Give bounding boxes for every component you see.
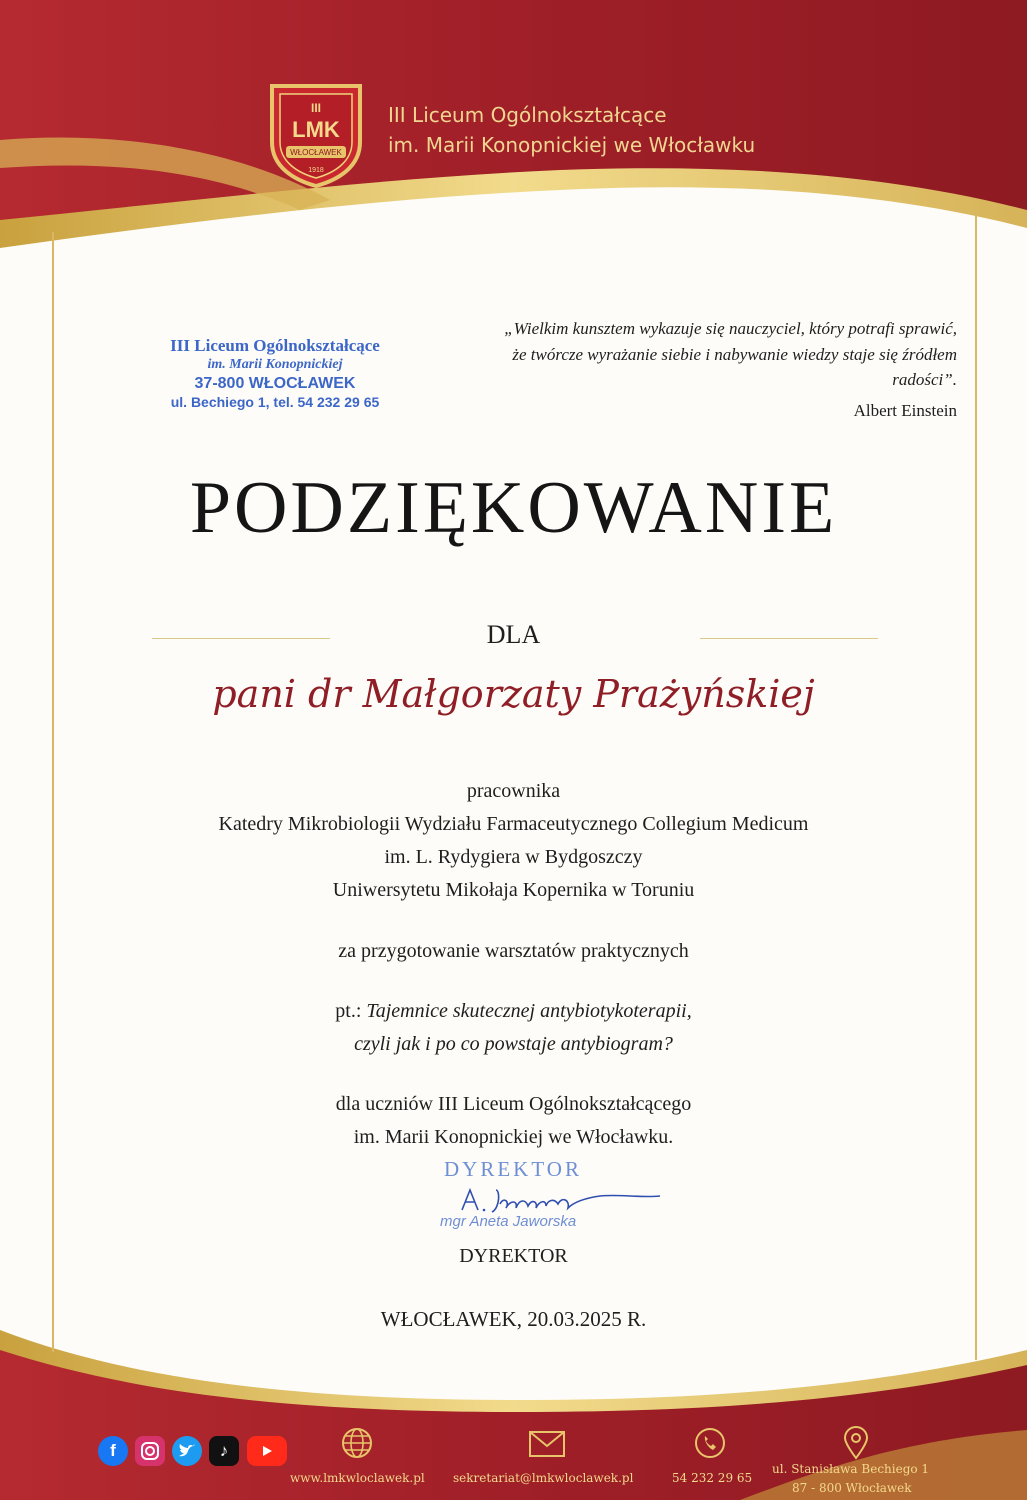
footer-website[interactable]: www.lmkwloclawek.pl (290, 1471, 425, 1485)
envelope-icon (528, 1430, 566, 1458)
stamp-line3: 37-800 WŁOCŁAWEK (194, 375, 356, 392)
globe-icon (340, 1426, 374, 1460)
workshop-title-line2: czyli jak i po co powstaje antybiogram? (354, 1033, 673, 1055)
signature-role: DYREKTOR (459, 1245, 568, 1267)
audience-line2: im. Marii Konopnickiej we Włocławku. (353, 1126, 674, 1148)
instagram-icon[interactable] (135, 1436, 165, 1466)
quote-line3: radości”. (892, 370, 957, 389)
phone-icon (693, 1426, 727, 1460)
logo-city: WŁOCŁAWEK (290, 148, 342, 157)
twitter-icon[interactable] (172, 1436, 202, 1466)
affiliation-line1: pracownika (466, 780, 561, 802)
signature-stamp-name: mgr Aneta Jaworska (440, 1213, 577, 1230)
audience-block (0, 1088, 1027, 1154)
stamp-line1: III Liceum Ogólnokształcące (170, 336, 380, 355)
workshop-prefix: pt.: (335, 1000, 367, 1022)
logo-numeral: III (310, 101, 322, 115)
divider-right (700, 638, 878, 639)
tiktok-icon[interactable]: ♪ (209, 1436, 239, 1466)
affiliation-line4: Uniwersytetu Mikołaja Kopernika w Toruniu (332, 879, 695, 901)
header-school-name (388, 100, 755, 160)
audience-line1: dla uczniów III Liceum Ogólnokształcącego (335, 1093, 692, 1115)
einstein-quote (425, 316, 957, 393)
footer-address-line2: 87 - 800 Włocławek (792, 1481, 912, 1495)
stamp-line2: im. Marii Konopnickiej (207, 357, 343, 372)
quote-author: Albert Einstein (853, 401, 957, 420)
quote-line1: „Wielkim kunsztem wykazuje się nauczyciel, który potrafi sprawić, (504, 319, 957, 338)
stamp-line4: ul. Bechiego 1, tel. 54 232 29 65 (170, 394, 380, 410)
place-date: WŁOCŁAWEK, 20.03.2025 R. (380, 1307, 647, 1331)
quote-line2: że twórcze wyrażanie siebie i nabywanie wiedzy staje się źródłem (512, 344, 957, 364)
footer-address-line1: ul. Stanisława Bechiego 1 (772, 1462, 930, 1476)
facebook-icon[interactable]: f (98, 1436, 128, 1466)
footer-email[interactable]: sekretariat@lmkwloclawek.pl (453, 1471, 634, 1485)
logo-year: 1918 (308, 167, 324, 174)
map-pin-icon (843, 1426, 869, 1460)
affiliation-line3: im. L. Rydygiera w Bydgoszczy (384, 846, 643, 868)
certificate-title: PODZIĘKOWANIE (189, 467, 838, 549)
footer-phone[interactable]: 54 232 29 65 (672, 1471, 753, 1485)
signature-stamp-title: DYREKTOR (444, 1157, 582, 1181)
recipient-name: pani dr Małgorzaty Prażyńskiej (212, 672, 815, 716)
header-school-line2: im. Marii Konopnickiej we Włocławku (388, 133, 756, 157)
reason-text: za przygotowanie warsztatów praktycznych (338, 940, 689, 962)
workshop-title-line1: Tajemnice skutecznej antybiotykoterapii, (366, 1000, 692, 1022)
logo-letters: LMK (292, 117, 340, 142)
youtube-icon[interactable] (247, 1436, 287, 1466)
affiliation-line2: Katedry Mikrobiologii Wydziału Farmaceutycznego Collegium Medicum (218, 813, 809, 835)
school-logo-shield (268, 82, 364, 188)
affiliation-block (0, 775, 1027, 907)
header-school-line1: III Liceum Ogólnokształcące (388, 103, 667, 127)
workshop-block (0, 995, 1027, 1061)
dla-label: DLA (486, 620, 541, 649)
school-stamp (140, 336, 410, 412)
